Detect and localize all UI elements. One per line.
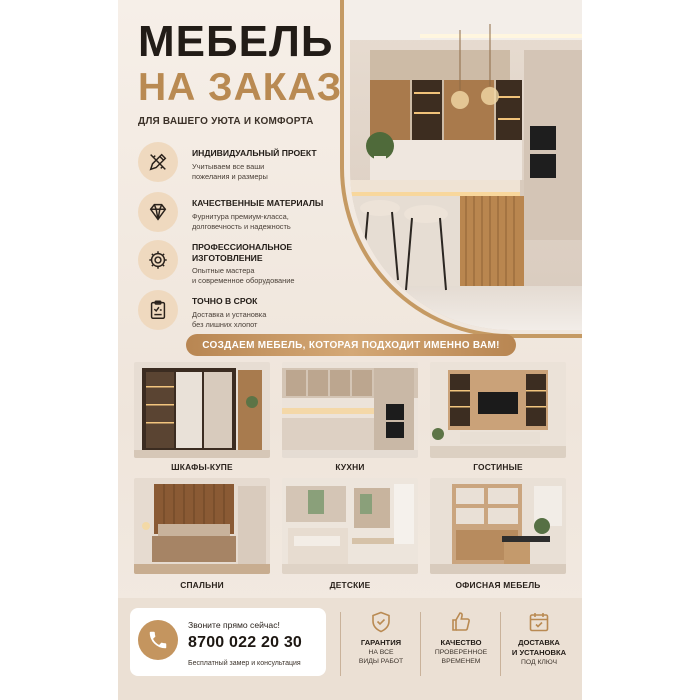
guarantee-title: КАЧЕСТВО <box>440 638 482 647</box>
office-image <box>430 478 566 574</box>
thumbs-up-icon <box>449 610 473 634</box>
feature-desc-line: и современное оборудование <box>192 276 295 285</box>
divider <box>340 612 341 676</box>
guarantee-sub-line: ПОД КЛЮЧ <box>520 659 558 666</box>
feature-title: ИНДИВИДУАЛЬНЫЙ ПРОЕКТ <box>192 148 317 158</box>
guarantee-sub-line: НА ВСЕ <box>368 649 394 656</box>
category-label: ГОСТИНЫЕ <box>473 462 523 472</box>
divider <box>500 612 501 676</box>
shield-check-icon <box>369 610 393 634</box>
title-line-1: МЕБЕЛЬ <box>138 17 334 66</box>
phone-icon <box>138 620 178 660</box>
slogan-banner <box>186 334 516 356</box>
feature-item <box>138 238 338 286</box>
feature-title: КАЧЕСТВЕННЫЕ МАТЕРИАЛЫ <box>192 198 324 208</box>
guarantee-sub-line: ПРОВЕРЕННОЕ <box>434 649 488 656</box>
feature-title-line: ПРОФЕССИОНАЛЬНОЕ <box>192 242 293 252</box>
category-label: ОФИСНАЯ МЕБЕЛЬ <box>455 580 541 590</box>
poster <box>118 0 582 700</box>
category-label: КУХНИ <box>335 462 365 472</box>
feature-title-line: ИЗГОТОВЛЕНИЕ <box>192 253 263 263</box>
guarantee-sub-line: ВИДЫ РАБОТ <box>358 658 404 665</box>
title-line-2: НА ЗАКАЗ <box>138 66 343 109</box>
diamond-icon <box>138 192 178 232</box>
feature-desc-line: Фурнитура премиум-класса, <box>192 212 289 221</box>
calendar-check-icon <box>527 610 551 634</box>
guarantee-title-line: И УСТАНОВКА <box>511 648 567 657</box>
feature-desc-line: долговечность и надежность <box>192 222 291 231</box>
category-label: ШКАФЫ-КУПЕ <box>171 462 233 472</box>
kitchen-image <box>282 362 418 458</box>
call-caption: Звоните прямо сейчас! <box>188 620 280 630</box>
guarantee-item <box>502 610 576 667</box>
divider <box>420 612 421 676</box>
feature-item <box>138 288 338 336</box>
guarantee-title-line: ДОСТАВКА <box>518 638 560 647</box>
contact-footer <box>118 598 582 700</box>
feature-title: ТОЧНО В СРОК <box>192 296 258 306</box>
call-card[interactable] <box>130 608 326 676</box>
feature-desc-line: без лишних хлопот <box>192 320 258 329</box>
feature-desc-line: Опытные мастера <box>192 266 255 275</box>
subtitle: ДЛЯ ВАШЕГО УЮТА И КОМФОРТА <box>138 116 314 127</box>
guarantee-title: ГАРАНТИЯ <box>360 638 402 647</box>
bedroom-image <box>134 478 270 574</box>
feature-item <box>138 190 338 238</box>
gear-icon <box>138 240 178 280</box>
slogan-text: СОЗДАЕМ МЕБЕЛЬ, КОТОРАЯ ПОДХОДИТ ИМЕННО ВАМ! <box>202 339 500 351</box>
category-label: ДЕТСКИЕ <box>329 580 371 590</box>
clipboard-check-icon <box>138 290 178 330</box>
category-label: СПАЛЬНИ <box>180 580 224 590</box>
feature-desc-line: Доставка и установка <box>192 310 267 319</box>
guarantee-item <box>344 610 418 666</box>
phone-number[interactable]: 8700 022 20 30 <box>188 634 303 651</box>
feature-desc-line: Учитываем все ваши <box>192 162 265 171</box>
wardrobe-image <box>134 362 270 458</box>
call-note: Бесплатный замер и консультация <box>188 660 301 667</box>
feature-desc-line: пожелания и размеры <box>192 172 268 181</box>
kids-room-image <box>282 478 418 574</box>
pencil-ruler-icon <box>138 142 178 182</box>
guarantee-sub-line: ВРЕМЕНЕМ <box>441 658 481 665</box>
guarantee-item <box>424 610 498 666</box>
living-room-image <box>430 362 566 458</box>
feature-item <box>138 140 338 188</box>
